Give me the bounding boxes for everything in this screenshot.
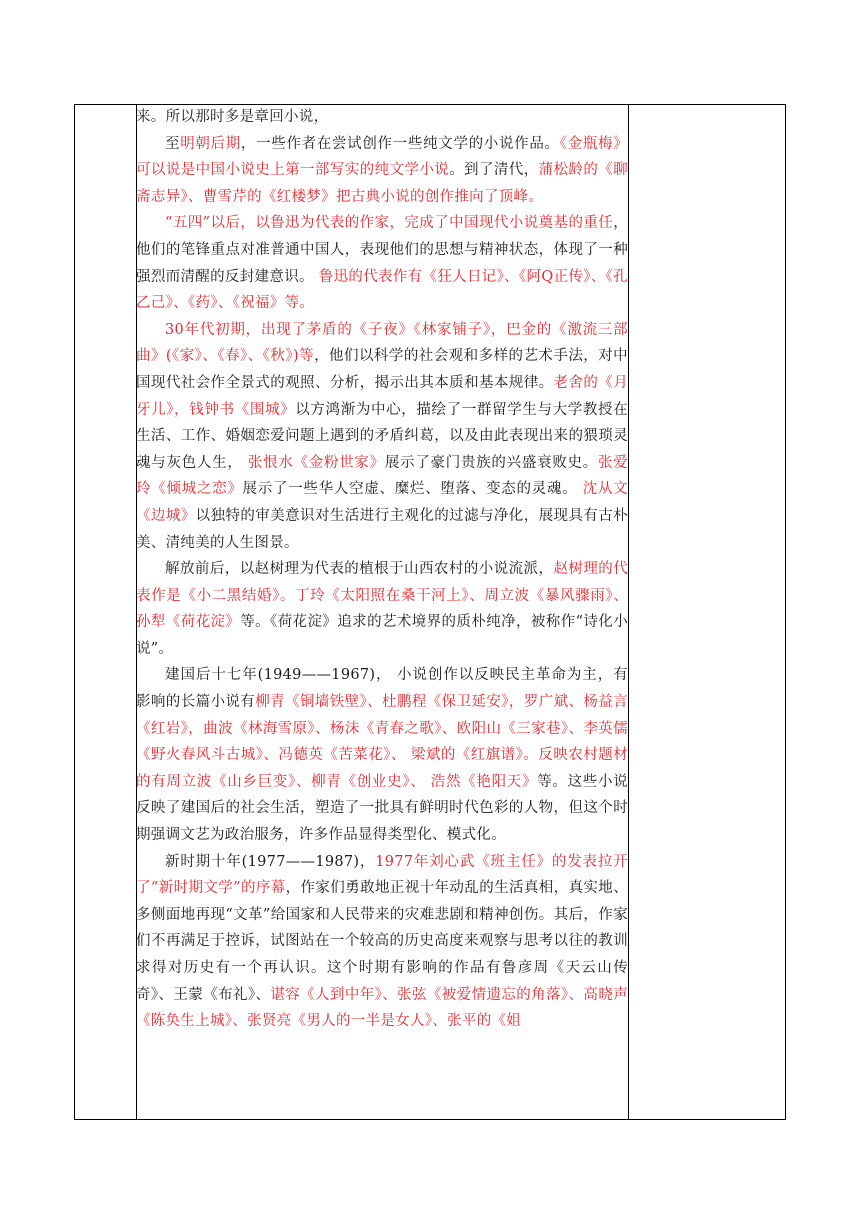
paragraph	[136, 556, 628, 662]
body-text: ，他们以科学的社会观和多样的艺术手法，对中国现代社会作全景式的观照、分析，揭示出其本质和基本规律。	[136, 348, 628, 391]
highlighted-text: 柳青《铜墙铁壁》、杜鹏程《保卫延安》，罗广斌、杨益言《红岩》，曲波《林海雪原》、杨沫《青春之歌》、欧阳山《三家巷》、李英儒《野火春风斗古城》、冯德英《苦菜花》、 梁斌的《红旗谱》。反映农村题材的有周立波《山乡巨变》、柳青《创业史》、 浩然《艳阳天》	[136, 694, 628, 790]
lesson-content-cell	[136, 104, 628, 1035]
paragraph	[136, 210, 628, 316]
highlighted-text: 蒲松龄的《聊斋志异》、曹雪芹的《红楼梦》把古典小说的创作推向了顶峰。	[136, 162, 628, 205]
body-text: 。到了清代，	[449, 162, 539, 179]
body-text: 以方鸿渐为中心，描绘了一群留学生与大学教授在生活、工作、婚姻恋爱问题上遇到的矛盾纠葛，以及由此表现出来的猥琐灵魂与灰色人生，	[136, 401, 628, 471]
paragraph	[136, 317, 628, 556]
body-text: 建国后十七年(1949——1967)， 小说创作以反映民主革命为主，有影响的长篇小说有	[136, 667, 628, 711]
body-text: 解放前后，以赵树理为代表的植根于山西农村的小说流派，	[165, 561, 554, 578]
paragraph	[136, 104, 628, 131]
highlighted-text: 张恨水《金粉世家》	[247, 454, 385, 471]
body-text: 等。这些小说反映了建国后的社会生活，塑造了一批具有鲜明时代色彩的人物，但这个时期强调文艺为政治服务，许多作品显得类型化、模式化。	[136, 773, 628, 844]
body-text: ，他们的笔锋重点对准普通中国人，表现他们的思想与精神状态，体现了一种强烈而清醒的反封建意识。	[136, 215, 628, 285]
highlighted-text: “五四”以后，以鲁迅为代表的作家，完成了中国现代小说奠基的重任	[165, 215, 614, 232]
highlighted-text: 张爱玲《倾城之恋》	[136, 454, 629, 498]
highlighted-text: 明朝后期	[180, 135, 241, 152]
column-divider	[628, 105, 629, 1119]
paragraph	[136, 662, 628, 848]
highlighted-text: 30年代初期，出现了茅盾的《子夜》《林家铺子》，巴金的《激流三部曲》(《家》、《春》、《秋》)等	[136, 321, 628, 365]
highlighted-text: 《金瓶梅》可以说是中国小说史上第一部写实的纯文学小说	[136, 135, 628, 179]
body-text: 新时期十年(1977——1987)，	[165, 853, 376, 870]
paragraph	[136, 849, 628, 1035]
paragraph	[136, 131, 628, 211]
highlighted-text: 鲁迅的代表作有《狂人日记》、《阿Q正传》、《孔乙己》、《药》、《祝福》等。	[136, 268, 628, 312]
body-text: 以独特的审美意识对生活进行主观化的过滤与净化，展现具有古朴美、清纯美的人生图景。	[136, 507, 628, 551]
body-text: ，一些作者在尝试创作一些纯文学的小说作品。	[240, 135, 560, 152]
highlighted-text: 赵树理的代表作是《小二黑结婚》。丁玲《太阳照在桑干河上》、周立波《暴风骤雨》、孙犁《荷花淀》	[136, 561, 628, 631]
highlighted-text: 老舍的《月牙儿》，钱钟书《围城》	[136, 374, 628, 418]
body-text: 至	[165, 135, 181, 152]
body-text: 等。《荷花淀》追求的艺术境界的质朴纯净，被称作“诗化小说”。	[136, 614, 628, 657]
body-text: ，作家们勇敢地正视十年动乱的生活真相，真实地、多侧面地再现“文革”给国家和人民带来的灾难悲剧和精神创伤。其后，作家们不再满足于控诉，试图站在一个较高的历史高度来观察与思考以往的教训求得对历史有一个再认识。这个时期有影响的作品有鲁彦周《天云山传奇》、王蒙《布礼》、	[136, 880, 629, 1003]
highlighted-text: 1977年刘心武《班主任》的发表拉开了“新时期文学”的序幕	[136, 853, 628, 897]
body-text: 展示了一些华人空虚、糜烂、堕落、变态的灵魂。	[242, 481, 583, 498]
highlighted-text: 谌容《人到中年》、张弦《被爱情遗忘的角落》、高晓声《陈奂生上城》、张贤亮《男人的一半是女人》、张平的《姐	[136, 986, 629, 1030]
body-text: 展示了豪门贵族的兴盛衰败史。	[384, 454, 598, 471]
highlighted-text: 沈从文《边城》	[136, 481, 628, 524]
body-text: 来。所以那时多是章回小说，	[136, 109, 329, 125]
